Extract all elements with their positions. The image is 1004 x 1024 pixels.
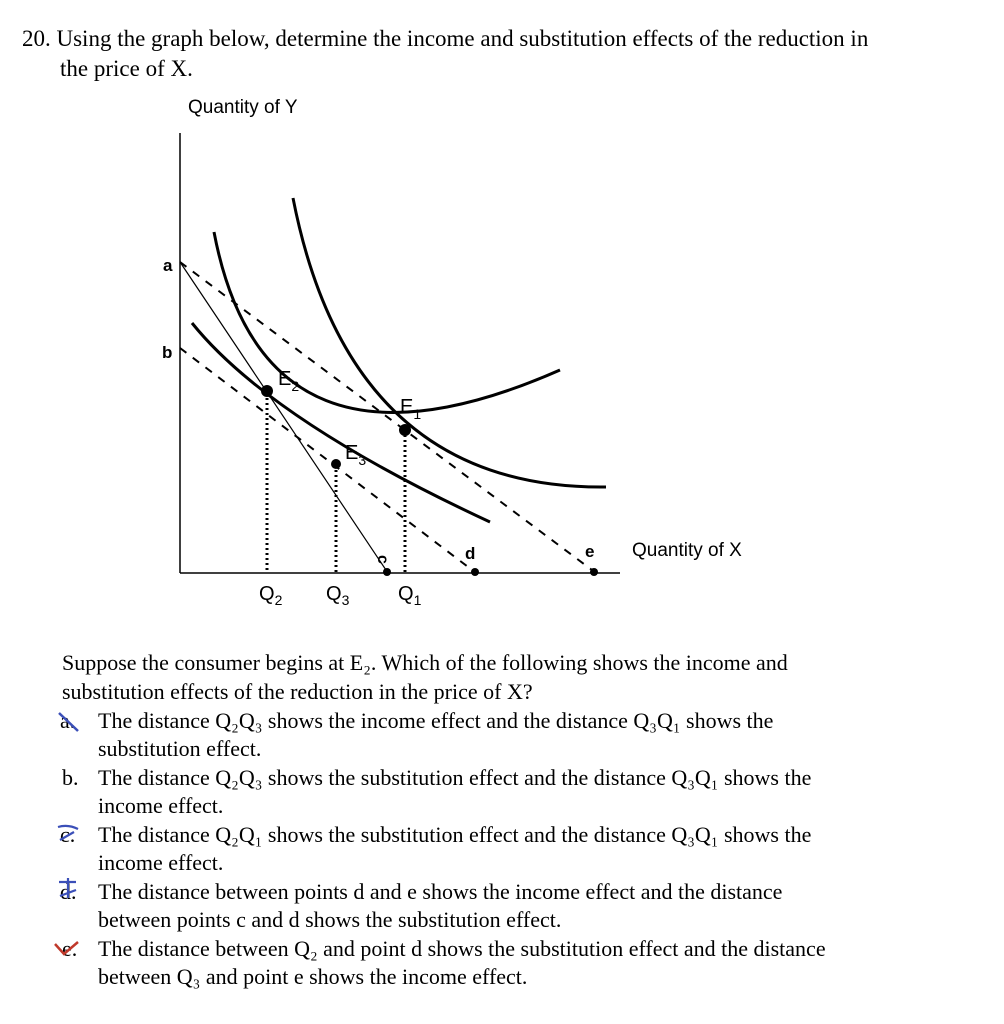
crossed-out-mark-a [56, 710, 82, 734]
label-e: e [585, 542, 595, 561]
label-q1: $Q_1$ [398, 583, 422, 608]
option-b-letter: b. [62, 765, 79, 790]
option-a-line1[interactable]: The distance Q₂Q₃ shows the income effect and the distance Q₃Q₁ shows the [98, 708, 774, 733]
option-a-line2[interactable]: substitution effect. [98, 736, 262, 761]
label-e3: $E_3$ [345, 442, 367, 468]
label-e1: $E_1$ [400, 396, 422, 422]
crossed-out-mark-c [54, 822, 82, 846]
point-e2 [261, 385, 273, 397]
check-mark-e [52, 938, 80, 962]
label-b: b [162, 343, 173, 362]
option-c-line2[interactable]: income effect. [98, 850, 224, 875]
x-axis-label: Quantity of X [632, 540, 742, 561]
budget-line-b-d [180, 348, 476, 573]
option-c-letter: c. [60, 822, 76, 847]
point-d [471, 568, 479, 576]
option-b-line1[interactable]: The distance Q₂Q₃ shows the substitution effect and the distance Q₃Q₁ shows the [98, 765, 812, 790]
crossed-out-mark-d [54, 876, 82, 902]
label-c: c [374, 555, 391, 564]
option-d-letter: d. [60, 879, 77, 904]
option-a-letter: a. [60, 708, 76, 733]
option-e-line2[interactable]: between Q₃ and point e shows the income effect. [98, 964, 528, 989]
indifference-curve-e3 [192, 323, 490, 522]
option-e-letter: e. [62, 936, 78, 961]
label-q2: $Q_2$ [259, 583, 283, 608]
label-a: a [163, 256, 173, 275]
point-e3 [331, 459, 341, 469]
prompt-text-line2: substitution effects of the reduction in the price of X? [62, 679, 533, 704]
option-d-line2[interactable]: between points c and d shows the substitution effect. [98, 907, 562, 932]
label-d: d [465, 544, 476, 563]
question-text-line2: the price of X. [60, 56, 193, 81]
point-e1 [399, 424, 411, 436]
budget-line-a-e [180, 262, 596, 573]
budget-line-a-c [180, 262, 388, 573]
label-q3: $Q_3$ [326, 583, 350, 608]
option-d-line1[interactable]: The distance between points d and e shows the income effect and the distance [98, 879, 783, 904]
option-e-line1[interactable]: The distance between Q₂ and point d shows the substitution effect and the distance [98, 936, 826, 961]
y-axis-label: Quantity of Y [188, 97, 298, 118]
option-c-line1[interactable]: The distance Q₂Q₁ shows the substitution effect and the distance Q₃Q₁ shows the [98, 822, 812, 847]
prompt-text-line1: Suppose the consumer begins at E₂. Which of the following shows the income and [62, 650, 788, 675]
option-b-line2[interactable]: income effect. [98, 793, 224, 818]
point-e [590, 568, 598, 576]
label-e2: $E_2$ [278, 368, 300, 394]
point-c [383, 568, 391, 576]
question-text-line1: 20. Using the graph below, determine the income and substitution effects of the reduction in [22, 26, 869, 51]
